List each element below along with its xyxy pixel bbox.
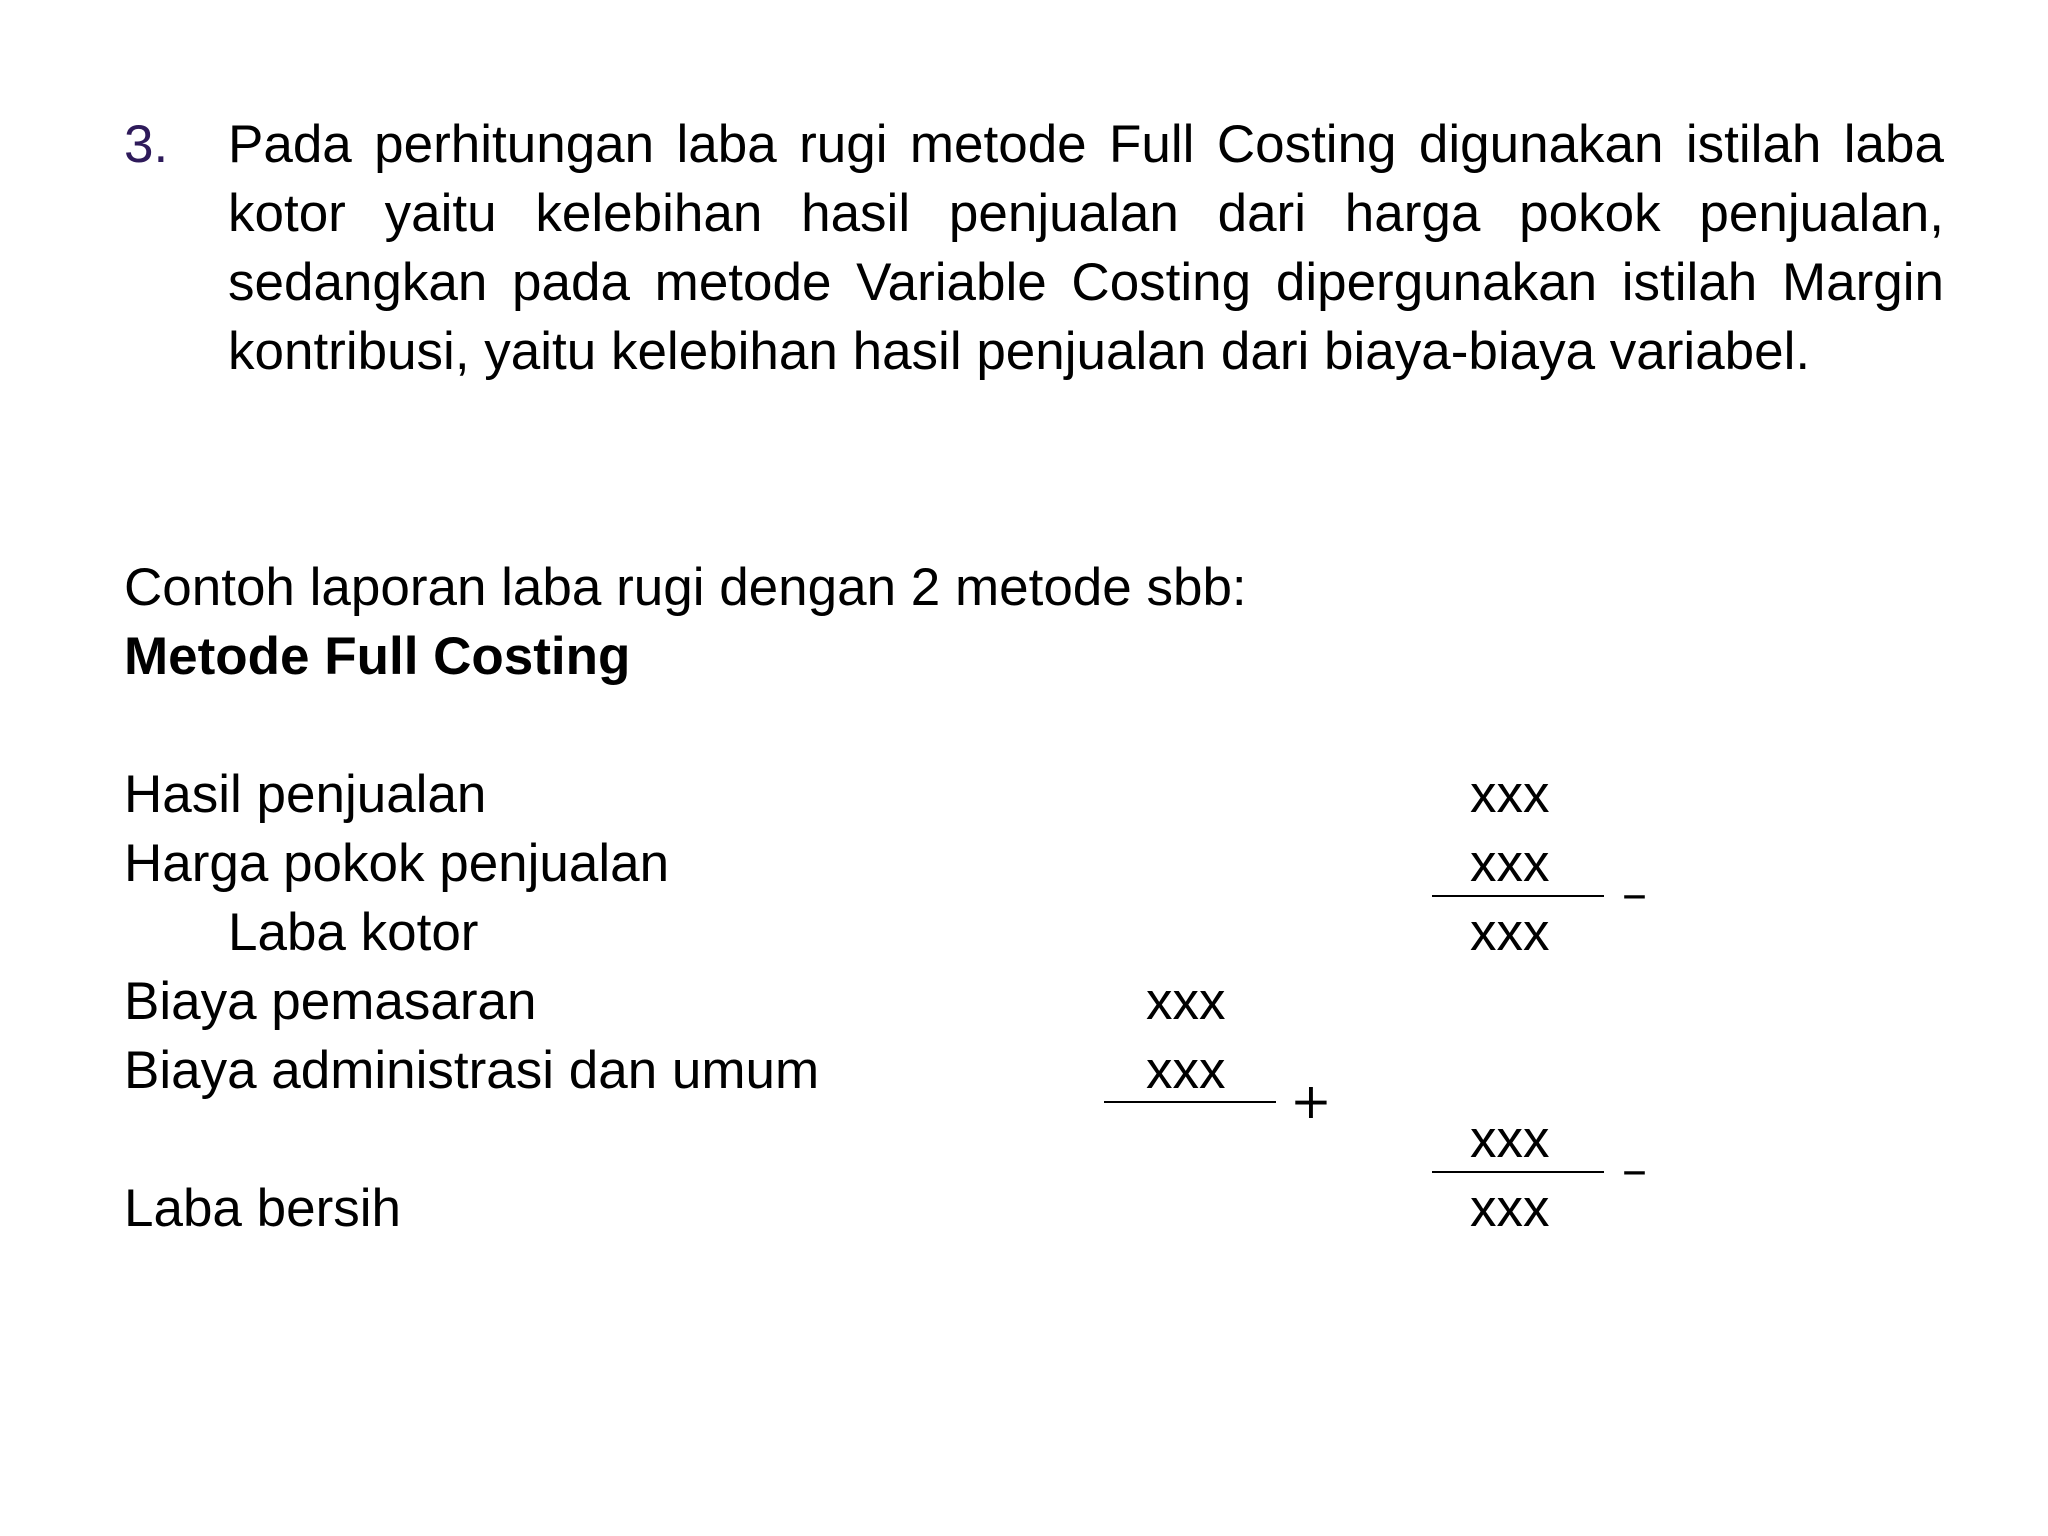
statement-label-hasil-penjualan: Hasil penjualan xyxy=(124,765,487,824)
statement-value-biaya-administrasi: xxx xyxy=(1146,1041,1226,1100)
minus-operator: – xyxy=(1622,1140,1647,1198)
statement-label-laba-bersih: Laba bersih xyxy=(124,1179,401,1238)
statement-value-harga-pokok: xxx xyxy=(1470,834,1550,893)
point-text: Pada perhitungan laba rugi metode Full Costing digunakan istilah laba kotor yaitu kelebihan hasil penjualan dari harga pokok penjualan, sedangkan pada metode Variable Costing dipergunakan istilah Margin kontribusi, yaitu kelebihan hasil penjualan dari biaya-biaya variabel. xyxy=(228,115,1944,381)
statement-value-laba-bersih: xxx xyxy=(1470,1179,1550,1238)
statement-value-laba-kotor: xxx xyxy=(1470,903,1550,962)
subtotal-rule xyxy=(1432,895,1604,897)
intro-text: Contoh laporan laba rugi dengan 2 metode sbb: xyxy=(124,558,1247,617)
statement-label-biaya-pemasaran: Biaya pemasaran xyxy=(124,972,537,1031)
plus-operator: + xyxy=(1290,1072,1332,1130)
subtotal-rule xyxy=(1104,1101,1276,1103)
statement-label-harga-pokok: Harga pokok penjualan xyxy=(124,834,670,893)
minus-operator: – xyxy=(1622,864,1647,922)
statement-label-laba-kotor: Laba kotor xyxy=(228,903,479,962)
statement-value-hasil-penjualan: xxx xyxy=(1470,765,1550,824)
statement-label-biaya-administrasi: Biaya administrasi dan umum xyxy=(124,1041,820,1100)
statement-value-total-biaya: xxx xyxy=(1470,1110,1550,1169)
method-title: Metode Full Costing xyxy=(124,627,631,686)
point-number: 3. xyxy=(124,115,169,174)
subtotal-rule xyxy=(1432,1171,1604,1173)
statement-value-biaya-pemasaran: xxx xyxy=(1146,972,1226,1031)
